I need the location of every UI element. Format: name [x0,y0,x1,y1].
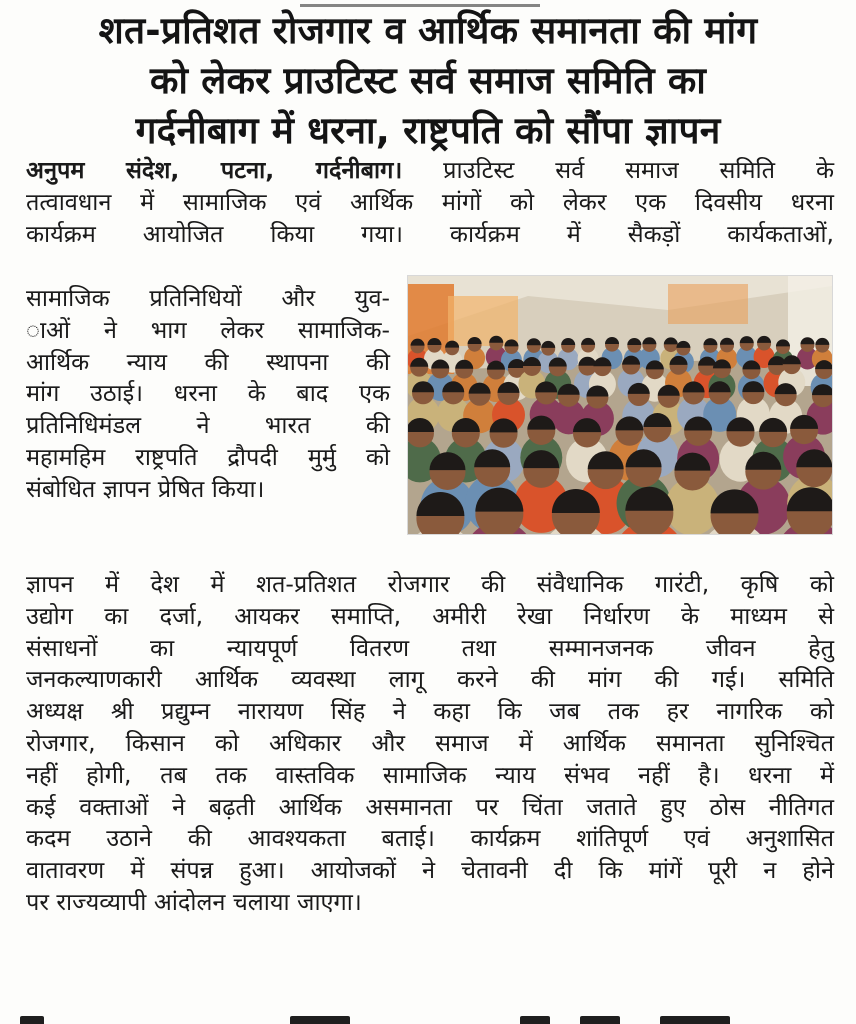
headline-line: गर्दनीबाग में धरना, राष्ट्रपति को सौंपा ज्ञापन [135,109,721,152]
body-line: कदम उठाने की आवश्यकता बताई। कार्यक्रम शांतिपूर्ण एवं अनुशासित [26,824,834,853]
body-line: कार्यक्रम आयोजित किया गया। कार्यक्रम में सैकड़ों कार्यकताओं, [26,219,834,248]
body-line: प्रतिनिधिमंडल ने भारत की [26,411,390,440]
body-line: मांग उठाई। धरना के बाद एक [26,379,390,408]
body-line: संबोधित ज्ञापन प्रेषित किया। [26,474,265,503]
body-line: अध्यक्ष श्री प्रद्युम्न नारायण सिंह ने कहा कि जब तक हर नागरिक को [26,697,834,726]
intro-first-line-text: प्राउटिस्ट सर्व समाज समिति के [402,156,834,184]
body-line: संसाधनों का न्यायपूर्ण वितरण तथा सम्मानजनक जीवन हेतु [26,633,834,662]
body-line: उद्योग का दर्जा, आयकर समाप्ति, अमीरी रेखा निर्धारण के माध्यम से [26,601,834,630]
article-wrapped-text [26,283,390,506]
article-headline [14,6,842,156]
body-line: जनकल्याणकारी आर्थिक व्यवस्था लागू करने की मांग की गई। समिति [26,665,834,694]
article-body [26,569,834,919]
body-line: पर राज्यव्यापी आंदोलन चलाया जाएगा। [26,887,362,916]
crowd-at-dharna-photo [407,275,833,535]
body-line: नहीं होगी, तब तक वास्तविक सामाजिक न्याय संभव नहीं है। धरना में [26,760,834,789]
body-line: आर्थिक न्याय की स्थापना की [26,347,390,376]
body-line: तत्वावधान में सामाजिक एवं आर्थिक मांगों को लेकर एक दिवसीय धरना [26,187,834,216]
body-line: कई वक्ताओं ने बढ़ती आर्थिक असमानता पर चिंता जताते हुए ठोस नीतिगत [26,792,834,821]
body-line: महामहिम राष्ट्रपति द्रौपदी मुर्मु को [26,442,390,471]
body-line: वातावरण में संपन्न हुआ। आयोजकों ने चेतावनी दी कि मांगें पूरी न होने [26,856,834,885]
next-article-remnant [20,1016,840,1024]
dateline: अनुपम संदेश, पटना, गर्दनीबाग। [26,156,403,184]
article-intro [26,155,834,250]
body-line [26,155,834,187]
body-line: रोजगार, किसान को अधिकार और समाज में आर्थिक समानता सुनिश्चित [26,728,834,757]
headline-line: शत-प्रतिशत रोजगार व आर्थिक समानता की मांग [98,9,758,52]
body-line: ाओं ने भाग लेकर सामाजिक- [26,315,390,344]
body-line: सामाजिक प्रतिनिधियों और युव- [26,284,390,312]
body-line: ज्ञापन में देश में शत-प्रतिशत रोजगार की संवैधानिक गारंटी, कृषि को [26,570,834,598]
headline-line: को लेकर प्राउटिस्ट सर्व समाज समिति का [149,59,707,102]
